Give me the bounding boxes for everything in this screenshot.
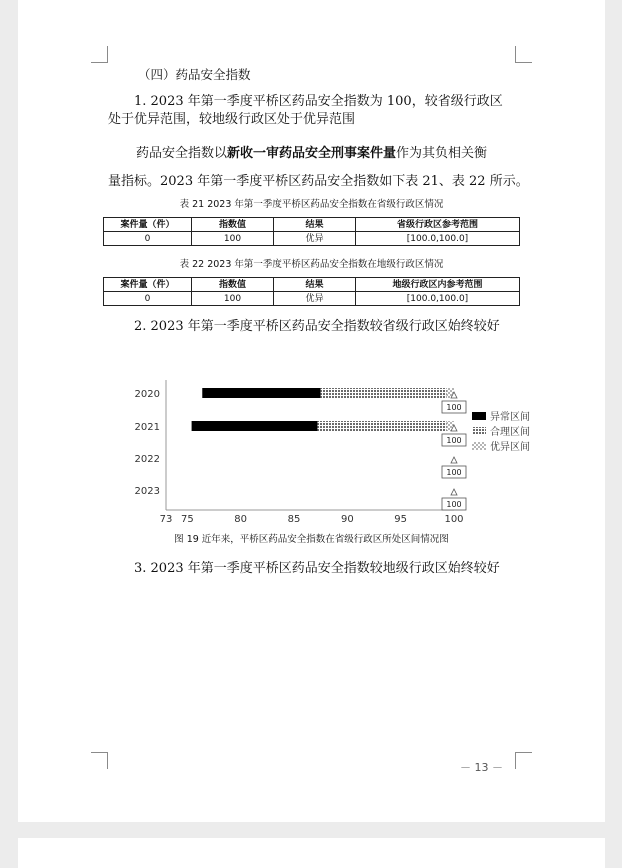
legend-label: 优异区间 <box>490 442 530 453</box>
table-cell: [100.0,100.0] <box>356 232 520 246</box>
legend-swatch <box>472 412 486 420</box>
marker-triangle <box>451 457 457 463</box>
corner-mark-bottom-right <box>515 752 532 769</box>
x-tick-label: 100 <box>444 514 464 522</box>
section-3-heading: 3. 2023 年第一季度平桥区药品安全指数较地级行政区始终较好 <box>134 561 500 576</box>
legend-swatch <box>472 427 486 435</box>
table-header-cell: 案件量（件） <box>104 218 192 232</box>
y-tick-label: 2022 <box>134 454 160 465</box>
paragraph-1-line-1: 1. 2023 年第一季度平桥区药品安全指数为 100，较省级行政区 <box>134 94 503 109</box>
marker-label: 100 <box>446 436 462 445</box>
next-page-edge <box>18 838 605 868</box>
legend-label: 合理区间 <box>490 427 530 438</box>
table-header-cell: 地级行政区内参考范围 <box>356 278 520 292</box>
paragraph-2-pre: 药品安全指数以 <box>136 146 228 161</box>
bar-segment <box>192 421 318 431</box>
table-cell: 0 <box>104 292 192 306</box>
table-cell: 100 <box>192 292 274 306</box>
corner-mark-top-left <box>91 46 108 63</box>
y-tick-label: 2023 <box>134 486 160 497</box>
table-row <box>104 232 520 246</box>
range-chart <box>104 372 544 522</box>
y-tick-label: 2021 <box>134 422 160 433</box>
table-header-cell: 结果 <box>274 218 356 232</box>
x-tick-label: 73 <box>159 514 173 522</box>
table-header-cell: 指数值 <box>192 278 274 292</box>
marker-label: 100 <box>446 403 462 412</box>
marker-label: 100 <box>446 500 462 509</box>
legend-swatch <box>472 442 486 450</box>
marker-label: 100 <box>446 468 462 477</box>
bar-segment <box>317 421 446 431</box>
paragraph-2-line-1 <box>136 142 487 161</box>
document-page <box>18 0 605 822</box>
paragraph-2-post: 作为其负相关衡 <box>396 146 488 161</box>
table-21 <box>103 217 520 246</box>
section-2-heading: 2. 2023 年第一季度平桥区药品安全指数较省级行政区始终较好 <box>134 319 500 334</box>
table-cell: 优异 <box>274 292 356 306</box>
page-number: － 13 － <box>460 761 503 774</box>
table-21-caption: 表 21 2023 年第一季度平桥区药品安全指数在省级行政区情况 <box>179 199 444 210</box>
table-cell: 优异 <box>274 232 356 246</box>
paragraph-2-line-2: 量指标。2023 年第一季度平桥区药品安全指数如下表 21、表 22 所示。 <box>108 174 529 189</box>
table-header-cell: 指数值 <box>192 218 274 232</box>
table-22 <box>103 277 520 306</box>
table-header-row <box>104 218 520 232</box>
x-tick-label: 90 <box>340 514 354 522</box>
table-cell: 0 <box>104 232 192 246</box>
table-header-row <box>104 278 520 292</box>
y-tick-label: 2020 <box>134 389 160 400</box>
legend-label: 异常区间 <box>490 412 530 423</box>
bar-segment <box>202 388 320 398</box>
table-cell: 100 <box>192 232 274 246</box>
table-header-cell: 案件量（件） <box>104 278 192 292</box>
x-tick-label: 85 <box>287 514 301 522</box>
x-tick-label: 75 <box>180 514 194 522</box>
table-22-caption: 表 22 2023 年第一季度平桥区药品安全指数在地级行政区情况 <box>179 259 444 270</box>
paragraph-1-line-2: 处于优异范围，较地级行政区处于优异范围 <box>108 112 356 127</box>
bar-segment <box>321 388 447 398</box>
section-heading: （四）药品安全指数 <box>138 67 251 82</box>
table-row <box>104 292 520 306</box>
corner-mark-bottom-left <box>91 752 108 769</box>
table-cell: [100.0,100.0] <box>356 292 520 306</box>
x-tick-label: 80 <box>234 514 248 522</box>
marker-triangle <box>451 489 457 495</box>
table-header-cell: 省级行政区参考范围 <box>356 218 520 232</box>
corner-mark-top-right <box>515 46 532 63</box>
paragraph-2-bold: 新收一审药品安全刑事案件量 <box>227 146 397 161</box>
table-header-cell: 结果 <box>274 278 356 292</box>
x-tick-label: 95 <box>394 514 408 522</box>
figure-caption: 图 19 近年来，平桥区药品安全指数在省级行政区所处区间情况图 <box>174 534 449 545</box>
